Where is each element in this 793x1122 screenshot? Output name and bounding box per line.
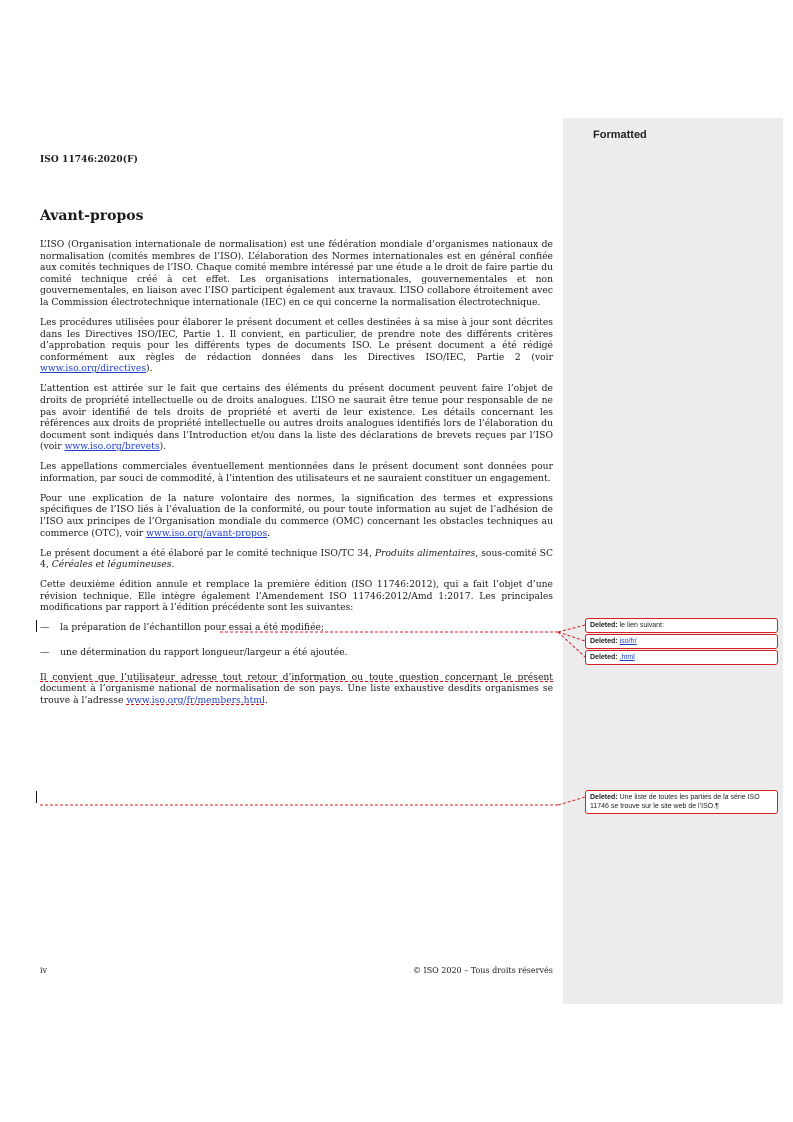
change-bar-avant-propos (36, 620, 37, 632)
link-brevets[interactable]: www.iso.org/brevets (64, 441, 160, 453)
list-item-ratio: — une détermination du rapport longueur/largeur a été ajoutée. (40, 646, 348, 658)
paragraph-procedures: Les procédures utilisées pour élaborer le présent document et celles destinées à sa mise à jour sont décrites dans les Directives ISO/IEC, Partie 1. Il convient, en particulier, de prendre note des différents critères d’approbation requis pour les différents types de documents ISO. Le présent document a été rédigé conformément aux règles de rédaction données dans les Directives ISO/IEC, Partie 2 (voir www.iso.org/directives). (40, 316, 553, 375)
section-heading: Avant-propos (40, 208, 144, 224)
paragraph-committee: Le présent document a été élaboré par le comité technique ISO/TC 34, Produits alimentaires, sous-comité SC 4, Céréales et légumineuses. (40, 547, 553, 571)
paragraph-patents: L’attention est attirée sur le fait que certains des éléments du présent document peuvent faire l’objet de droits de propriété intellectuelle ou de droits analogues. L’ISO ne saurait être tenue pour responsable de ne pas avoir identifié de tels droits de propriété et averti de leur existence. Les détails concernant les références aux droits de propriété intellectuelle ou autres droits analogues identifiés lors de l’élaboration du document sont indiqués dans l’Introduction et/ou dans la liste des déclarations de brevets reçues par l’ISO (voir www.iso.org/brevets). (40, 383, 553, 453)
markup-pane (563, 118, 783, 1004)
document-body[interactable] (40, 239, 553, 715)
footer-page-number: iv (40, 966, 48, 975)
paragraph-feedback: Il convient que l’utilisateur adresse tout retour d’information ou toute question concernant le présent document à l’organisme national de normalisation de son pays. Une liste exhaustive desdits organismes se trouve à l’adresse www.iso.org/fr/members.html. (40, 671, 553, 706)
footer-copyright: © ISO 2020 – Tous droits réservés (413, 966, 553, 975)
link-avant-propos[interactable]: www.iso.org/avant-propos (146, 527, 268, 539)
paragraph-iso-intro: L’ISO (Organisation internationale de normalisation) est une fédération mondiale d’organismes nationaux de normalisation (comités membres de l’ISO). L’élaboration des Normes internationales est en général confiée aux comités techniques de l’ISO. Chaque comité membre intéressé par une étude a le droit de faire partie du comité technique créé à cet effet. Les organisations internationales, gouvernementales et non gouvernementales, en liaison avec l’ISO participent également aux travaux. L’ISO collabore étroitement avec la Commission électrotechnique internationale (IEC) en ce qui concerne la normalisation électrotechnique. (40, 239, 553, 308)
paragraph-trade-names: Les appellations commerciales éventuellement mentionnées dans le présent document sont données pour information, par souci de commodité, à l’intention des utilisateurs et ne sauraient constituer un engagement. (40, 461, 553, 484)
comment-balloon-deleted-4[interactable]: Deleted: Une liste de toutes les parties de la série ISO 11746 se trouve sur le site web de l’ISO.¶ (585, 790, 778, 814)
link-directives[interactable]: www.iso.org/directives (40, 363, 147, 375)
link-members[interactable]: www.iso.org/fr/members.html (126, 694, 265, 706)
comment-balloon-deleted-1[interactable]: Deleted: le lien suivant: (585, 618, 778, 633)
change-bar-feedback (36, 791, 37, 803)
comment-balloon-deleted-2[interactable]: Deleted: iso/fr/ (585, 634, 778, 649)
document-id: ISO 11746:2020(F) (40, 155, 138, 165)
inserted-text: Il convient que l’utilisateur adresse tout retour d’information ou toute question concernant le présent (40, 671, 553, 683)
paragraph-voluntary-nature: Pour une explication de la nature volontaire des normes, la signification des termes et expressions spécifiques de l’ISO liés à l’évaluation de la conformité, ou pour toute information au sujet de l’adhésion de l’ISO aux principes de l’Organisation mondiale du commerce (OMC) concernant les obstacles techniques au commerce (OTC), voir www.iso.org/avant-propos. (40, 492, 553, 539)
list-item-sample-prep: — la préparation de l’échantillon pour essai a été modifiée; (40, 622, 325, 634)
markup-pane-header: Formatted (593, 129, 647, 141)
comment-balloon-deleted-3[interactable]: Deleted: .html (585, 650, 778, 665)
paragraph-edition: Cette deuxième édition annule et remplace la première édition (ISO 11746:2012), qui a fait l’objet d’une révision technique. Elle intègre également l’Amendement ISO 11746:2012/Amd 1:2017. Les principales modifications par rapport à l’édition précédente sont les suivantes: (40, 579, 553, 614)
